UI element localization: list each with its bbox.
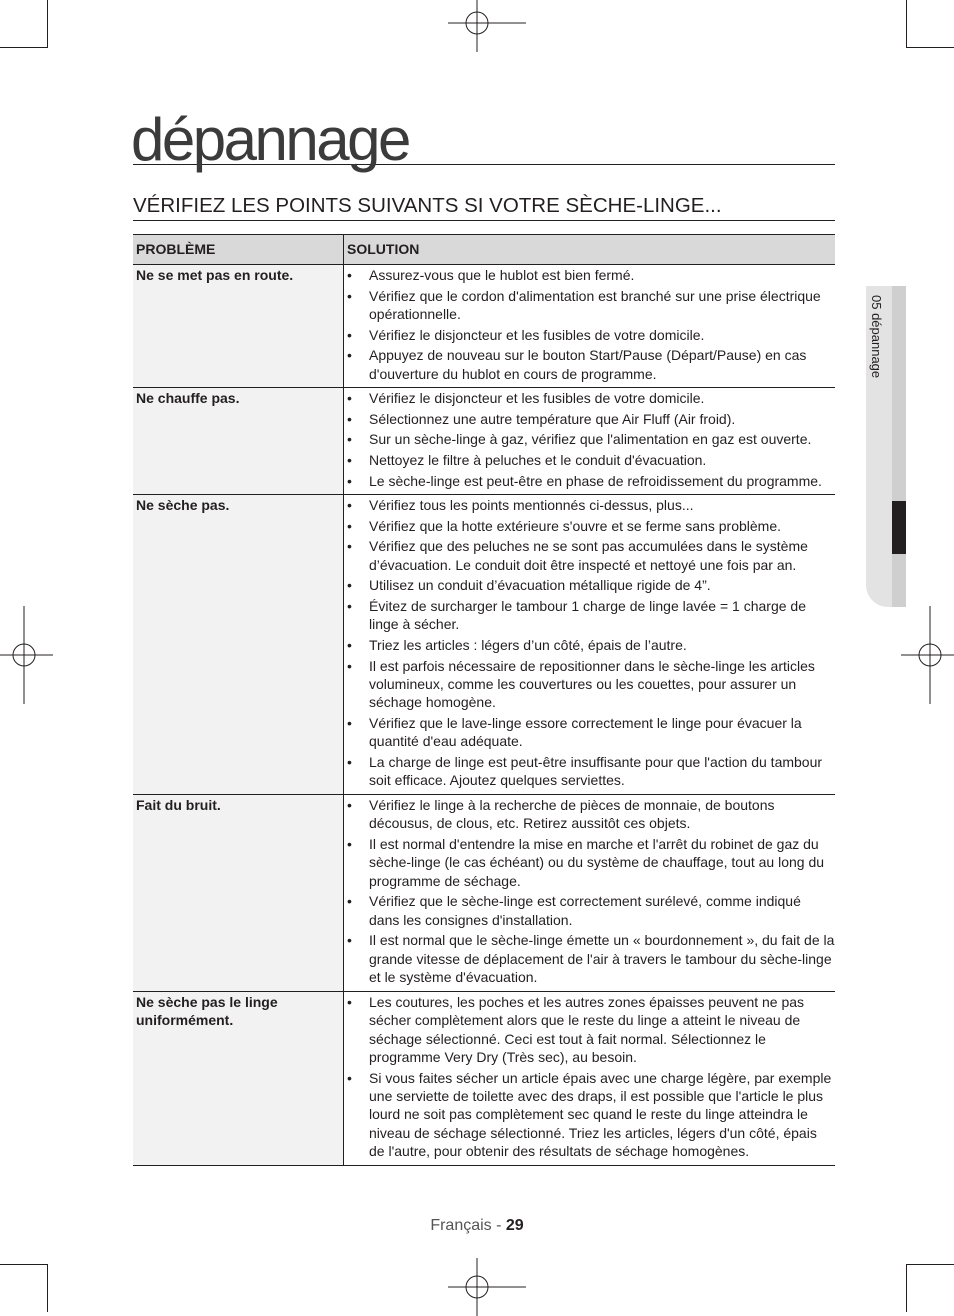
solution-item: • Vérifiez le disjoncteur et les fusibles de votre domicile. [344, 326, 835, 344]
solution-item: • Nettoyez le filtre à peluches et le conduit d'évacuation. [344, 451, 835, 469]
section-heading: VÉRIFIEZ LES POINTS SUIVANTS SI VOTRE SÈCHE-LINGE... [133, 194, 835, 221]
solution-item: • Sélectionnez une autre température que Air Fluff (Air froid). [344, 410, 835, 428]
chapter-label-text: 05 dépannage [869, 295, 884, 379]
solution-item: • Triez les articles : légers d’un côté, épais de l’autre. [344, 636, 835, 654]
side-tab-marker [892, 501, 906, 554]
table-row [133, 265, 835, 388]
chapter-label [869, 295, 887, 405]
solution-item: • Sur un sèche-linge à gaz, vérifiez que l'alimentation en gaz est ouverte. [344, 430, 835, 448]
solution-item: • Vérifiez le disjoncteur et les fusibles de votre domicile. [344, 389, 835, 407]
table-header-row [133, 235, 835, 265]
troubleshooting-table [133, 234, 835, 1166]
page-title [131, 106, 835, 173]
solution-list [344, 266, 835, 383]
crop-mark [47, 0, 48, 48]
page-footer [0, 1217, 954, 1235]
solution-item: • Utilisez un conduit d’évacuation métallique rigide de 4”. [344, 576, 835, 594]
table-row [133, 495, 835, 795]
solution-item: • Il est normal d'entendre la mise en marche et l'arrêt du robinet de gaz du sèche-linge (le cas échéant) ou du système de chauffage, tout au long du programme de séchage. [344, 835, 835, 890]
crop-mark [906, 1264, 954, 1265]
problem-cell: Ne chauffe pas. [133, 388, 344, 495]
solution-cell [344, 388, 836, 495]
table-row [133, 794, 835, 991]
table-row [133, 388, 835, 495]
registration-mark-icon [448, 0, 526, 52]
solution-item: • Si vous faites sécher un article épais avec une charge légère, par exemple une serviette de toilette avec des draps, il est possible que l'article le plus lourd ne soit pas complètement sec quand le reste du linge atteindra le niveau de séchage sélectionné. Triez les articles, légers d'un côté, épais de l'autre, pour obtenir des résultats de séchage homogènes. [344, 1069, 835, 1161]
registration-mark-icon [448, 1258, 526, 1316]
crop-mark [0, 1264, 48, 1265]
solution-item: • Il est normal que le sèche-linge émette un « bourdonnement », du fait de la grande vitesse de déplacement de l'air à travers le tambour du sèche-linge et le système d'évacuation. [344, 931, 835, 986]
solution-item: • Vérifiez tous les points mentionnés ci-dessus, plus... [344, 496, 835, 514]
solution-list [344, 496, 835, 790]
solution-cell [344, 794, 836, 991]
problem-cell: Ne sèche pas. [133, 495, 344, 795]
crop-mark [906, 47, 954, 48]
side-tab-stripe [892, 286, 906, 607]
problem-cell: Ne sèche pas le linge uniformément. [133, 991, 344, 1165]
solution-item: • Appuyez de nouveau sur le bouton Start/Pause (Départ/Pause) en cas d'ouverture du hublot en cours de programme. [344, 346, 835, 383]
solution-item: • Le sèche-linge est peut-être en phase de refroidissement du programme. [344, 472, 835, 490]
solution-item: • Il est parfois nécessaire de repositionner dans le sèche-linge les articles volumineux, comme les couvertures ou les couettes, pour assurer un séchage homogène. [344, 657, 835, 712]
header-solution: SOLUTION [344, 235, 836, 265]
solution-item: • Vérifiez que la hotte extérieure s'ouvre et se ferme sans problème. [344, 517, 835, 535]
crop-mark [0, 47, 48, 48]
page-number: 29 [505, 1217, 524, 1234]
solution-list [344, 993, 835, 1161]
page-title-text: dépannage [131, 106, 409, 173]
solution-item: • Vérifiez que le lave-linge essore correctement le linge pour évacuer la quantité d'eau adéquate. [344, 714, 835, 751]
solution-list [344, 389, 835, 490]
solution-cell [344, 991, 836, 1165]
solution-item: • Vérifiez que le cordon d'alimentation est branché sur une prise électrique opérationnelle. [344, 287, 835, 324]
solution-cell [344, 495, 836, 795]
problem-cell: Fait du bruit. [133, 794, 344, 991]
crop-mark [906, 0, 907, 48]
footer-language: Français - [430, 1217, 506, 1234]
solution-item: • Vérifiez le linge à la recherche de pièces de monnaie, de boutons décousus, de clous, etc. Retirez aussitôt ces objets. [344, 796, 835, 833]
problem-cell: Ne se met pas en route. [133, 265, 344, 388]
solution-item: • Vérifiez que des peluches ne se sont pas accumulées dans le système d’évacuation. Le conduit doit être inspecté et nettoyé une fois par an. [344, 537, 835, 574]
registration-mark-icon [0, 606, 53, 704]
registration-mark-icon [901, 606, 954, 704]
solution-item: • Vérifiez que le sèche-linge est correctement surélevé, comme indiqué dans les consignes d'installation. [344, 892, 835, 929]
solution-list [344, 796, 835, 987]
crop-mark [47, 1264, 48, 1312]
solution-item: • Assurez-vous que le hublot est bien fermé. [344, 266, 835, 284]
solution-cell [344, 265, 836, 388]
solution-item: • Évitez de surcharger le tambour 1 charge de linge lavée = 1 charge de linge à sécher. [344, 597, 835, 634]
solution-item: • La charge de linge est peut-être insuffisante pour que l'action du tambour soit efficace. Ajoutez quelques serviettes. [344, 753, 835, 790]
header-problem: PROBLÈME [133, 235, 344, 265]
crop-mark [906, 1264, 907, 1312]
solution-item: • Les coutures, les poches et les autres zones épaisses peuvent ne pas sécher complètement alors que le reste du linge a atteint le niveau de séchage sélectionné. Ceci est tout à fait normal. Sélectionnez le programme Very Dry (Très sec), au besoin. [344, 993, 835, 1067]
table-row [133, 991, 835, 1165]
